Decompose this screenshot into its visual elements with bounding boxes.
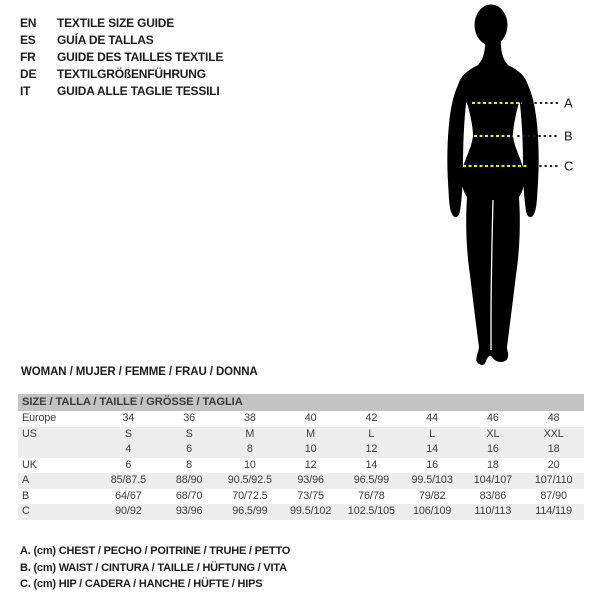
row-label: C (22, 505, 30, 517)
size-cell: 73/75 (297, 489, 324, 502)
table-header-band: SIZE / TALLA / TAILLE / GRÖSSE / TAGLIA (18, 394, 584, 411)
size-cell: 64/67 (115, 489, 142, 502)
measurement-legend (20, 543, 290, 593)
table-row-uk (18, 458, 584, 474)
size-cell: 102.5/105 (347, 505, 395, 517)
row-label: A (22, 474, 30, 486)
size-cell: 34 (122, 412, 135, 424)
table-row-chest-a (18, 473, 584, 489)
marker-label-a: A (564, 95, 573, 111)
size-cell: 4 (125, 443, 132, 455)
lang-row-en (20, 15, 223, 32)
size-cell: 10 (243, 458, 256, 471)
row-label (18, 442, 98, 458)
section-title-woman: WOMAN / MUJER / FEMME / FRAU / DONNA (21, 366, 258, 378)
size-cell: XXL (543, 427, 564, 440)
size-cell: XL (486, 427, 500, 440)
size-cell: 90.5/92.5 (227, 474, 272, 486)
size-cell: 93/96 (175, 505, 203, 517)
size-cell: 85/87.5 (110, 474, 147, 486)
size-cell: S (124, 427, 132, 440)
size-cell: 44 (426, 412, 439, 424)
size-cell: 46 (486, 412, 499, 424)
table-row-us (18, 427, 584, 443)
size-cell: 106/109 (412, 505, 452, 517)
size-cell: 96.5/99 (232, 505, 268, 517)
row-label: US (22, 427, 37, 440)
legend-waist: B. (cm) WAIST / CINTURA / TAILLE / HÜFTUNG / VITA (20, 561, 287, 574)
size-cell: 12 (304, 458, 317, 471)
size-cell: 76/78 (358, 489, 385, 502)
language-heading-block (20, 15, 223, 100)
size-cell: 36 (183, 412, 196, 424)
size-cell: 16 (426, 458, 439, 471)
lang-title: GUIDE DES TAILLES TEXTILE (57, 50, 224, 64)
size-cell: 6 (186, 443, 193, 455)
lang-row-de (20, 66, 223, 83)
marker-label-c: C (564, 158, 574, 174)
size-cell: M (306, 427, 316, 440)
table-row-hip-c (18, 504, 584, 520)
size-cell: 18 (486, 458, 499, 471)
size-cell: 8 (246, 443, 253, 455)
size-cell: 99.5/102 (290, 505, 332, 517)
size-cell: 10 (304, 443, 317, 455)
size-cell: 110/113 (474, 505, 512, 517)
size-cell: M (245, 427, 255, 440)
size-cell: 88/90 (175, 474, 203, 486)
size-cell: 90/92 (115, 505, 142, 517)
legend-chest: A. (cm) CHEST / PECHO / POITRINE / TRUHE / PETTO (20, 545, 291, 557)
lang-code: FR (20, 50, 36, 64)
size-cell: 87/90 (540, 489, 567, 502)
row-label: UK (22, 458, 37, 471)
lang-row-it (20, 83, 223, 100)
size-cell: L (368, 427, 375, 440)
lang-code: ES (20, 33, 36, 47)
size-cell: 12 (365, 443, 378, 455)
lang-row-es (20, 32, 223, 49)
lang-title: TEXTILE SIZE GUIDE (57, 16, 175, 30)
size-cell: 16 (486, 443, 499, 455)
row-label: B (22, 489, 30, 502)
lang-title: TEXTILGRÖßENFÜHRUNG (57, 67, 206, 81)
marker-label-b: B (564, 128, 573, 144)
lang-code: IT (20, 84, 31, 98)
size-cell: 42 (365, 412, 378, 424)
measurement-figure (398, 0, 600, 380)
size-cell: 99.5/103 (411, 474, 453, 486)
size-cell: 6 (125, 458, 132, 471)
size-cell: 107/110 (534, 474, 573, 486)
lang-code: DE (20, 67, 37, 81)
lang-title: GUIDA ALLE TAGLIE TESSILI (57, 84, 220, 98)
size-cell: 114/119 (535, 505, 572, 517)
size-cell: 96.5/99 (353, 474, 390, 486)
size-cell: 93/96 (297, 474, 324, 486)
size-cell: 14 (426, 443, 439, 455)
size-cell: 18 (547, 443, 560, 455)
size-cell: 20 (547, 458, 560, 471)
size-cell: 14 (365, 458, 378, 471)
size-cell: 70/72.5 (232, 489, 268, 502)
size-cell: S (185, 427, 193, 440)
lang-code: EN (20, 16, 37, 30)
legend-hip: C. (cm) HIP / CADERA / HANCHE / HÜFTE / HIPS (20, 578, 263, 590)
size-cell: 104/107 (473, 474, 513, 486)
table-row-europe (18, 411, 584, 427)
woman-silhouette-illustration (398, 0, 600, 380)
lang-row-fr (20, 49, 223, 66)
size-cell: 83/86 (479, 489, 507, 502)
size-cell: 48 (547, 412, 560, 424)
table-row-us-numeric (18, 442, 584, 458)
table-row-waist-b (18, 489, 584, 505)
size-cell: 40 (304, 412, 317, 424)
size-table (18, 394, 584, 520)
size-cell: 68/70 (175, 489, 203, 502)
size-cell: 38 (243, 412, 256, 424)
size-cell: L (429, 427, 436, 440)
lang-title: GUÍA DE TALLAS (57, 33, 154, 47)
size-cell: 79/82 (418, 489, 446, 502)
row-label: Europe (22, 412, 57, 424)
size-cell: 8 (186, 458, 193, 471)
